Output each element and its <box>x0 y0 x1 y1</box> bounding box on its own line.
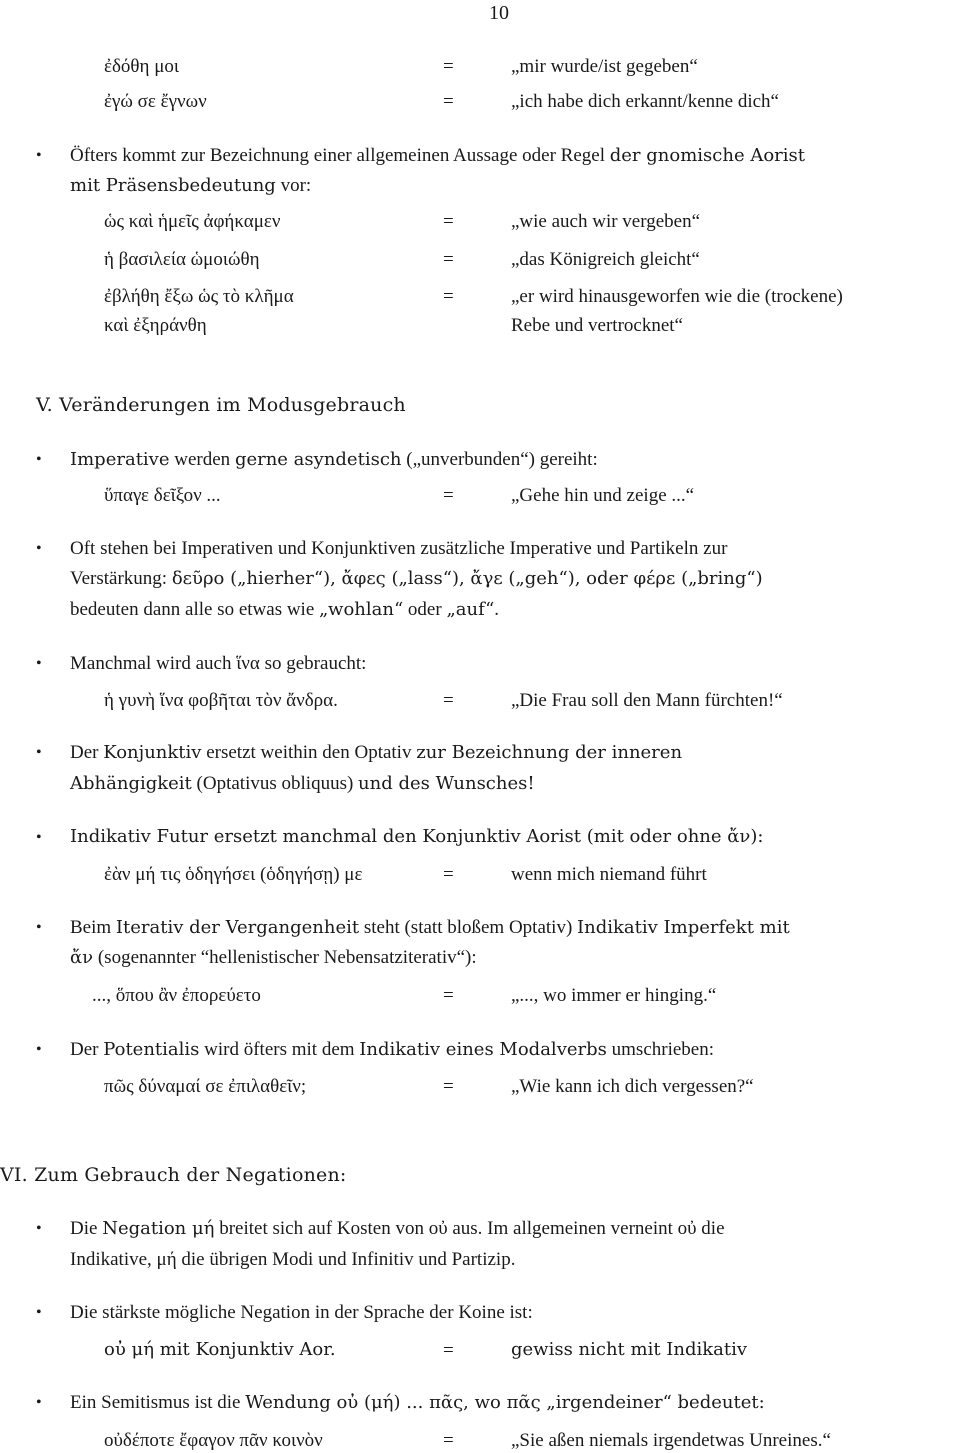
emphasis-text: Indikativ Imperfekt mit <box>577 917 790 938</box>
body-text-line <box>70 569 763 588</box>
body-text-line <box>70 600 499 619</box>
emphasis-text: „wohlan“ <box>319 599 404 620</box>
body-text-line <box>70 1393 765 1412</box>
translation: wenn mich niemand führt <box>511 864 707 885</box>
plain-text: ersetzt weithin den Optativ <box>206 742 412 763</box>
emphasis-text: gewiss nicht mit Indikativ <box>511 1339 748 1360</box>
translation: „das Königreich gleicht“ <box>511 249 700 270</box>
bullet: • <box>36 1394 42 1411</box>
emphasis-text: δεῦρο („hierher“), ἄφες („lass“), ἄγε („geh“), oder φέρε („bring“) <box>171 568 763 589</box>
equals-sign: = <box>443 485 454 506</box>
equals-sign: = <box>443 211 454 232</box>
plain-text: (sogenannter “hellenistischer Nebensatziterativ“): <box>97 947 477 968</box>
bullet: • <box>36 655 42 672</box>
plain-text: Beim <box>70 917 112 938</box>
body-text-line <box>70 774 535 793</box>
body-text-line <box>70 743 682 762</box>
translation: „Sie aßen niemals irgendetwas Unreines.“ <box>511 1430 831 1451</box>
emphasis-text: Imperative <box>70 449 170 470</box>
translation: „..., wo immer er hinging.“ <box>511 985 717 1006</box>
bullet: • <box>36 829 42 846</box>
equals-sign: = <box>443 1076 454 1097</box>
translation: „Die Frau soll den Mann fürchten!“ <box>511 690 783 711</box>
emphasis-text: Indikativ eines Modalverbs <box>359 1039 607 1060</box>
body-text-line <box>70 146 805 165</box>
emphasis-text: mit Präsensbedeutung <box>70 175 276 196</box>
body-text-line <box>70 450 598 469</box>
plain-text: Der <box>70 742 99 763</box>
greek-phrase: πῶς δύναμαί σε ἐπιλαθεῖν; <box>104 1076 307 1097</box>
plain-text: bedeuten dann alle so etwas wie <box>70 599 315 620</box>
translation: „er wird hinausgeworfen wie die (trockene) <box>511 286 843 307</box>
bullet: • <box>36 540 42 557</box>
plain-text: (Optativus obliquus) <box>196 773 354 794</box>
bullet: • <box>36 1041 42 1058</box>
equals-sign: = <box>443 1430 454 1451</box>
greek-phrase: ὡς καὶ ἡμεῖς ἀφήκαμεν <box>104 211 281 232</box>
greek-phrase: ἐὰν μή τις ὁδηγήσει (ὁδηγήσῃ) με <box>104 864 363 885</box>
emphasis-text: und des Wunsches! <box>358 773 535 794</box>
plain-text: breitet sich auf Kosten von οὐ aus. Im allgemeinen verneint οὐ die <box>219 1218 725 1239</box>
translation: „mir wurde/ist gegeben“ <box>511 56 698 77</box>
greek-phrase: ἡ γυνὴ ἵνα φοβῆται τὸν ἄνδρα. <box>104 690 338 711</box>
bullet: • <box>36 744 42 761</box>
emphasis-text: Wendung οὐ (μή) ... πᾶς, wo πᾶς „irgendeiner“ bedeutet: <box>245 1392 765 1413</box>
section-heading: VI. Zum Gebrauch der Negationen: <box>0 1164 347 1186</box>
body-text-line <box>70 1219 725 1238</box>
emphasis-text: Abhängigkeit <box>70 773 192 794</box>
plain-text: . <box>494 599 500 620</box>
bullet: • <box>36 451 42 468</box>
body-text-line <box>70 918 790 937</box>
emphasis-text: Potentialis <box>103 1039 200 1060</box>
body-text-line <box>70 176 311 195</box>
equals-sign: = <box>443 690 454 711</box>
greek-phrase: καὶ ἐξηράνθη <box>104 315 207 336</box>
plain-text: oder <box>407 599 442 620</box>
equals-sign: = <box>443 864 454 885</box>
emphasis-text: Indikativ Futur ersetzt manchmal den Konjunktiv Aorist (mit oder ohne ἄν): <box>70 826 764 847</box>
body-text-line: Indikative, μή die übrigen Modi und Infinitiv und Partizip. <box>70 1249 516 1270</box>
greek-phrase: οὐδέποτε ἔφαγον πᾶν κοινὸν <box>104 1430 323 1451</box>
equals-sign: = <box>443 249 454 270</box>
translation: „ich habe dich erkannt/kenne dich“ <box>511 91 779 112</box>
plain-text: umschrieben: <box>611 1039 714 1060</box>
plain-text: („unverbunden“) gereiht: <box>406 449 598 470</box>
equals-sign: = <box>443 985 454 1006</box>
section-heading: V. Veränderungen im Modusgebrauch <box>36 394 406 416</box>
page-number: 10 <box>489 2 509 24</box>
plain-text: Verstärkung: <box>70 568 168 589</box>
equals-sign: = <box>443 56 454 77</box>
plain-text: Die <box>70 1218 98 1239</box>
plain-text: steht (statt bloßem Optativ) <box>363 917 573 938</box>
body-text-line <box>70 1040 714 1059</box>
emphasis-text: „auf“ <box>446 599 495 620</box>
emphasis-text: ἄν <box>70 947 94 968</box>
translation: „Wie kann ich dich vergessen?“ <box>511 1076 754 1097</box>
equals-sign: = <box>443 286 454 307</box>
bullet: • <box>36 919 42 936</box>
translation: Rebe und vertrocknet“ <box>511 315 683 336</box>
plain-text: vor: <box>280 175 312 196</box>
greek-phrase: ἐδόθη μοι <box>104 56 180 77</box>
greek-phrase: ἡ βασιλεία ὡμοιώθη <box>104 249 260 270</box>
greek-phrase: ἐγώ σε ἔγνων <box>104 91 207 112</box>
emphasis-text: zur Bezeichnung der inneren <box>416 742 683 763</box>
emphasis-text: Negation μή <box>102 1218 215 1239</box>
body-text-line: Die stärkste mögliche Negation in der Sprache der Koine ist: <box>70 1302 533 1323</box>
plain-text: werden <box>174 449 231 470</box>
plain-text: Ein Semitismus ist die <box>70 1392 241 1413</box>
bullet: • <box>36 1220 42 1237</box>
bullet: • <box>36 1304 42 1321</box>
equals-sign: = <box>443 91 454 112</box>
emphasis-text: gerne asyndetisch <box>234 449 402 470</box>
emphasis-text: der gnomische Aorist <box>609 145 805 166</box>
emphasis-text: οὐ μή mit Konjunktiv Aor. <box>104 1339 336 1360</box>
greek-phrase: ἐβλήθη ἔξω ὡς τὸ κλῆμα <box>104 286 294 307</box>
plain-text: Öfters kommt zur Bezeichnung einer allgemeinen Aussage oder Regel <box>70 145 605 166</box>
emphasis-text: Konjunktiv <box>103 742 202 763</box>
bullet: • <box>36 147 42 164</box>
translation: „Gehe hin und zeige ...“ <box>511 485 695 506</box>
plain-text: Der <box>70 1039 99 1060</box>
equals-sign: = <box>443 1340 454 1361</box>
translation: „wie auch wir vergeben“ <box>511 211 701 232</box>
greek-phrase: ὕπαγε δεῖξον ... <box>104 485 221 506</box>
emphasis-text: Iterativ der Vergangenheit <box>115 917 360 938</box>
plain-text: wird öfters mit dem <box>204 1039 355 1060</box>
body-text-line: Oft stehen bei Imperativen und Konjunktiven zusätzliche Imperative und Partikeln zur <box>70 538 728 559</box>
body-text-line <box>70 948 477 967</box>
greek-phrase: ..., ὅπου ἂν ἐπορεύετο <box>92 985 261 1006</box>
body-text-line: Manchmal wird auch ἵνα so gebraucht: <box>70 653 367 674</box>
